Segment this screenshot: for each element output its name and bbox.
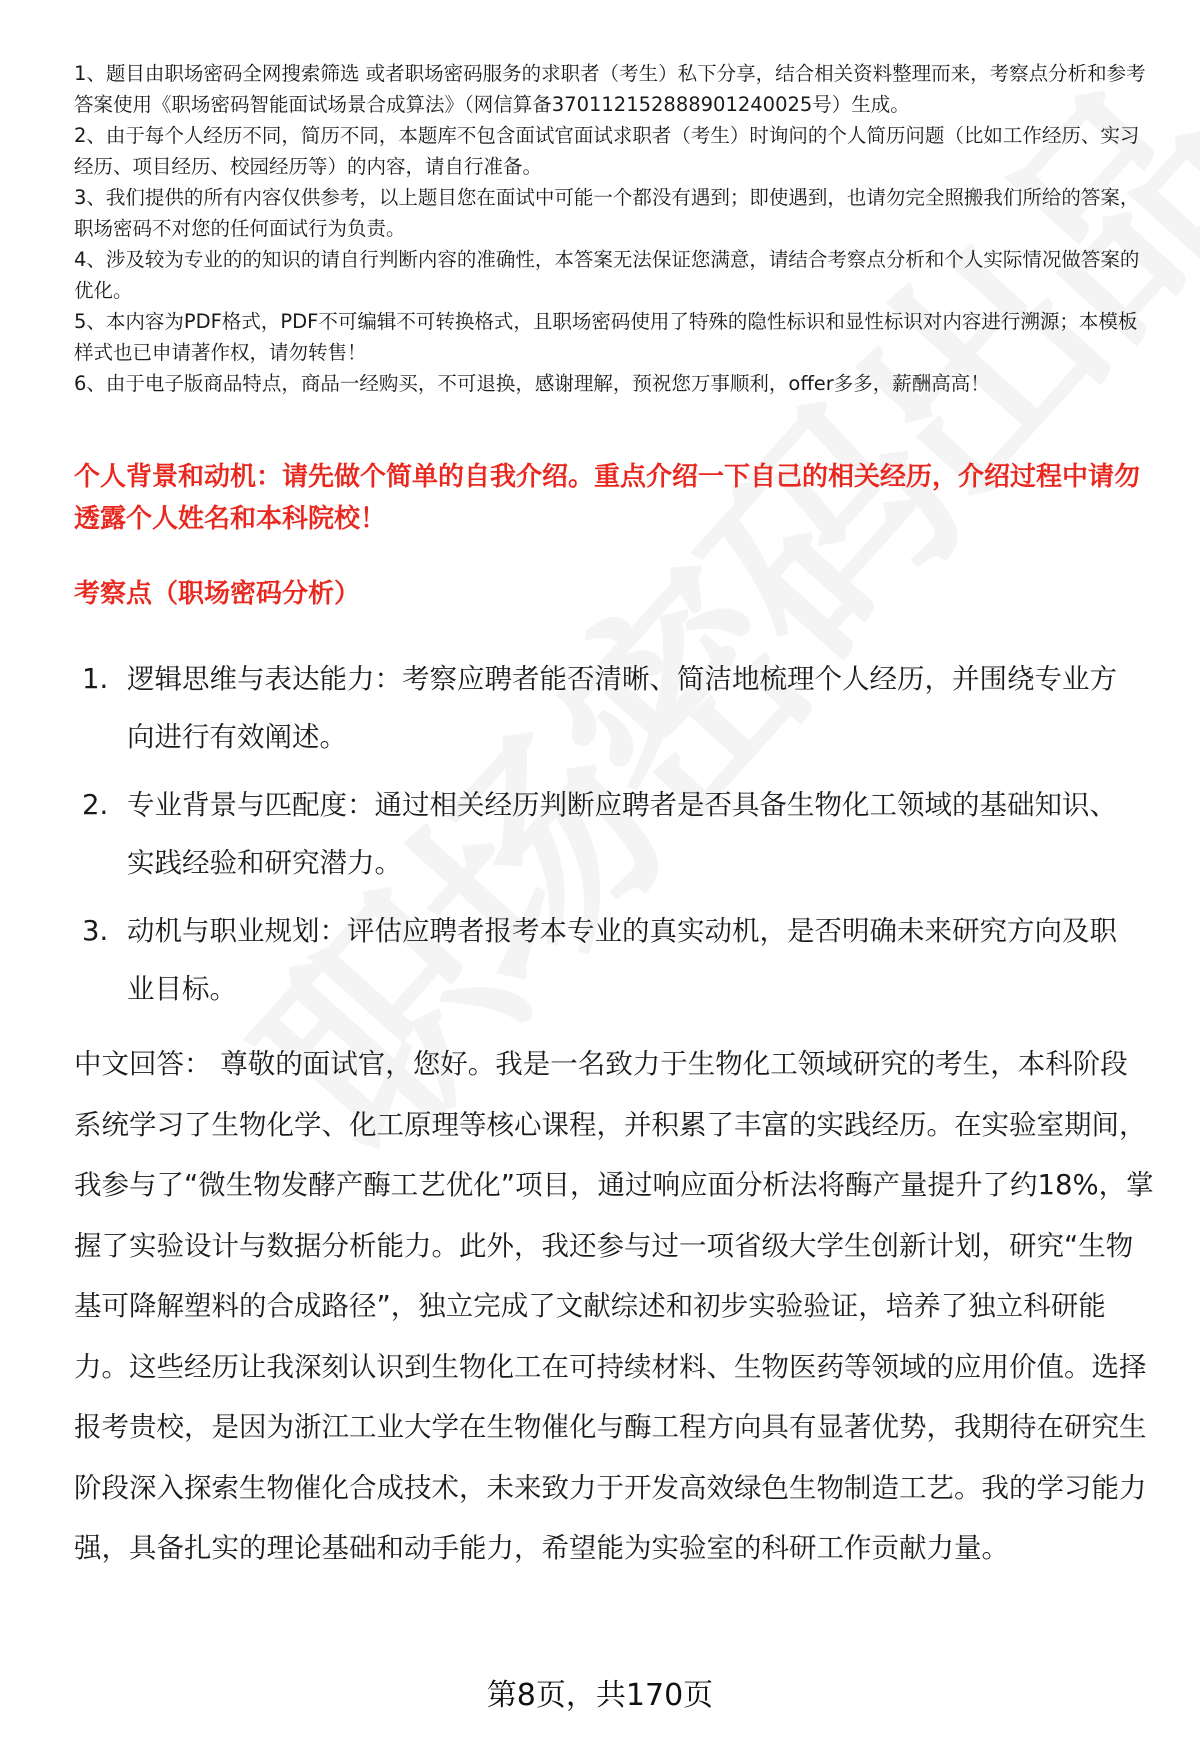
note-item: 3、我们提供的所有内容仅供参考，以上题目您在面试中可能一个都没有遇到；即使遇到，也请勿完全照搬我们所给的答案，职场密码不对您的任何面试行为负责。 — [74, 186, 1140, 240]
list-item-text: 动机与职业规划：评估应聘者报考本专业的真实动机，是否明确未来研究方向及职业目标。 — [127, 915, 1117, 1005]
answer-paragraph: 中文回答： 尊敬的面试官，您好。我是一名致力于生物化工领域研究的考生，本科阶段系统学习了生物化学、化工原理等核心课程，并积累了丰富的实践经历。在实验室期间，我参与了“微生物发酵产酶工艺优化”项目，通过响应面分析法将酶产量提升了约18%，掌握了实验设计与数据分析能力。此外，我还参与过一项省级大学生创新计划，研究“生物基可降解塑料的合成路径”，独立完成了文献综述和初步实验验证，培养了独立科研能力。这些经历让我深刻认识到生物化工在可持续材料、生物医药等领域的应用价值。选择报考贵校，是因为浙江工业大学在生物催化与酶工程方向具有显著优势，我期待在研究生阶段深入探索生物催化合成技术，未来致力于开发高效绿色生物制造工艺。我的学习能力强，具备扎实的理论基础和动手能力，希望能为实验室的科研工作贡献力量。 — [74, 1048, 1154, 1564]
note-item: 6、由于电子版商品特点，商品一经购买，不可退换，感谢理解，预祝您万事顺利，offer多多，薪酬高高！ — [74, 372, 990, 395]
list-item — [82, 902, 1142, 1018]
page-number: 第8页，共170页 — [486, 1678, 714, 1713]
question-heading: 个人背景和动机：请先做个简单的自我介绍。重点介绍一下自己的相关经历，介绍过程中请勿透露个人姓名和本科院校！ — [74, 462, 1141, 534]
list-item-text: 逻辑思维与表达能力：考察应聘者能否清晰、简洁地梳理个人经历，并围绕专业方向进行有效阐述。 — [127, 663, 1117, 753]
list-item-number: 3. — [82, 915, 109, 947]
list-item — [82, 776, 1142, 892]
list-item-number: 1. — [82, 663, 109, 695]
note-item: 1、题目由职场密码全网搜索筛选 或者职场密码服务的求职者（考生）私下分享，结合相关资料整理而来，考察点分析和参考答案使用《职场密码智能面试场景合成算法》（网信算备370112152888901240025号）生成。 — [74, 62, 1146, 116]
disclaimer-notes — [74, 58, 1154, 399]
note-item: 2、由于每个人经历不同，简历不同，本题库不包含面试官面试求职者（考生）时询问的个人简历问题（比如工作经历、实习经历、项目经历、校园经历等）的内容，请自行准备。 — [74, 124, 1140, 178]
analysis-points-list — [82, 650, 1142, 1028]
analysis-section-title: 考察点（职场密码分析） — [74, 579, 361, 609]
list-item-text: 专业背景与匹配度：通过相关经历判断应聘者是否具备生物化工领域的基础知识、实践经验和研究潜力。 — [127, 789, 1117, 879]
note-item: 5、本内容为PDF格式，PDF不可编辑不可转换格式，且职场密码使用了特殊的隐性标识和显性标识对内容进行溯源；本模板样式也已申请著作权，请勿转售！ — [74, 310, 1138, 364]
list-item-number: 2. — [82, 789, 109, 821]
list-item — [82, 650, 1142, 766]
note-item: 4、涉及较为专业的的知识的请自行判断内容的准确性，本答案无法保证您满意，请结合考察点分析和个人实际情况做答案的优化。 — [74, 248, 1140, 302]
